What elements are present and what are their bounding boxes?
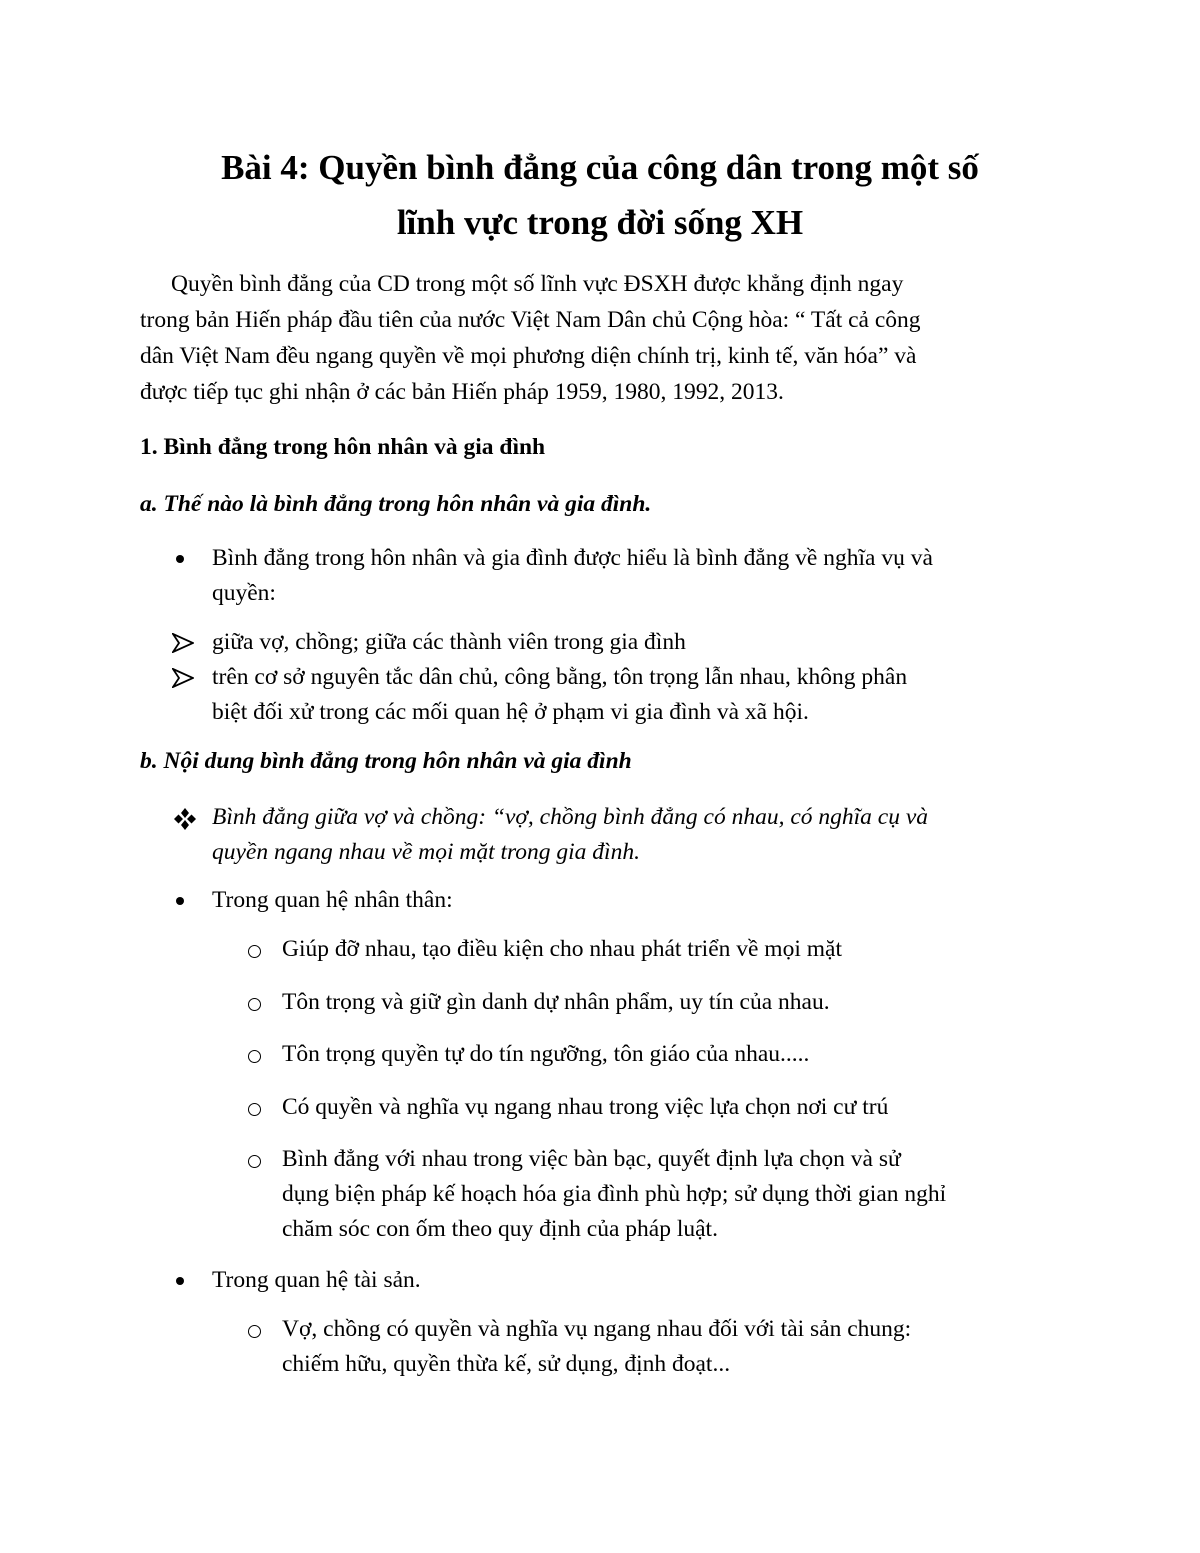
bullet-dot-icon [176, 897, 184, 905]
sub-item-line: Giúp đỡ nhau, tạo điều kiện cho nhau phát triển về mọi mặt [282, 936, 842, 962]
intro-line: dân Việt Nam đều ngang quyền về mọi phương diện chính trị, kinh tế, văn hóa” và [140, 343, 917, 369]
title-line: lĩnh vực trong đời sống XH [396, 203, 804, 242]
sub-item-line: Tôn trọng và giữ gìn danh dự nhân phẩm, uy tín của nhau. [282, 989, 830, 1015]
sub-item [246, 985, 830, 1020]
circle-bullet-icon [248, 1050, 261, 1063]
sub-item [246, 1142, 946, 1247]
sub-item [246, 1090, 888, 1125]
arrow-item-line: giữa vợ, chồng; giữa các thành viên trong gia đình [212, 629, 686, 655]
sub-item-line: Bình đẳng với nhau trong việc bàn bạc, quyết định lựa chọn và sử [282, 1146, 901, 1172]
intro-line: Quyền bình đẳng của CD trong một số lĩnh vực ĐSXH được khẳng định ngay [171, 271, 904, 297]
bullet-item [172, 541, 933, 611]
sub-item [246, 932, 842, 967]
arrow-item-line: trên cơ sở nguyên tắc dân chủ, công bằng, tôn trọng lẫn nhau, không phân [212, 664, 908, 690]
section-1-heading: 1. Bình đẳng trong hôn nhân và gia đình [140, 434, 546, 460]
intro-line: trong bản Hiến pháp đầu tiên của nước Việt Nam Dân chủ Cộng hòa: “ Tất cả công [140, 307, 921, 333]
circle-bullet-icon [248, 945, 261, 958]
property-relation-label: Trong quan hệ tài sản. [212, 1267, 421, 1293]
sub-item-line: Tôn trọng quyền tự do tín ngưỡng, tôn giáo của nhau..... [282, 1041, 810, 1067]
circle-bullet-icon [248, 998, 261, 1011]
bullet-dot-icon [176, 1277, 184, 1285]
intro-paragraph [140, 266, 1070, 410]
bullet-item [172, 883, 453, 918]
sub-item [246, 1037, 809, 1072]
sub-item-line: Vợ, chồng có quyền và nghĩa vụ ngang nhau đối với tài sản chung: [282, 1316, 912, 1342]
sub-item [246, 1312, 911, 1382]
bullet-item [172, 1263, 421, 1298]
diamond-item [172, 800, 928, 870]
sub-item-line: Có quyền và nghĩa vụ ngang nhau trong việc lựa chọn nơi cư trú [282, 1094, 889, 1120]
diamond-item-line: quyền ngang nhau về mọi mặt trong gia đình. [212, 839, 640, 865]
bullet-line: Bình đẳng trong hôn nhân và gia đình được hiểu là bình đẳng về nghĩa vụ và [212, 545, 933, 571]
personal-relation-label: Trong quan hệ nhân thân: [212, 887, 453, 913]
sub-item-line: chiếm hữu, quyền thừa kế, sử dụng, định đoạt... [282, 1351, 731, 1377]
page-title [140, 140, 1060, 250]
diamond-item-line: Bình đẳng giữa vợ và chồng: “vợ, chồng bình đẳng có nhau, có nghĩa cụ và [212, 804, 929, 830]
arrow-item [172, 660, 907, 730]
title-line: Bài 4: Quyền bình đẳng của công dân trong một số [221, 148, 979, 187]
section-b-heading: b. Nội dung bình đẳng trong hôn nhân và gia đình [140, 748, 632, 774]
circle-bullet-icon [248, 1155, 261, 1168]
bullet-dot-icon [176, 555, 184, 563]
section-a-heading: a. Thế nào là bình đẳng trong hôn nhân và gia đình. [140, 491, 652, 517]
arrow-item-line: biệt đối xử trong các mối quan hệ ở phạm vi gia đình và xã hội. [212, 699, 809, 725]
circle-bullet-icon [248, 1103, 261, 1116]
circle-bullet-icon [248, 1325, 261, 1338]
sub-item-line: dụng biện pháp kế hoạch hóa gia đình phù hợp; sử dụng thời gian nghỉ [282, 1181, 947, 1207]
sub-item-line: chăm sóc con ốm theo quy định của pháp luật. [282, 1216, 718, 1242]
arrow-item [172, 625, 686, 660]
intro-line: được tiếp tục ghi nhận ở các bản Hiến pháp 1959, 1980, 1992, 2013. [140, 379, 784, 405]
bullet-line: quyền: [212, 580, 276, 606]
